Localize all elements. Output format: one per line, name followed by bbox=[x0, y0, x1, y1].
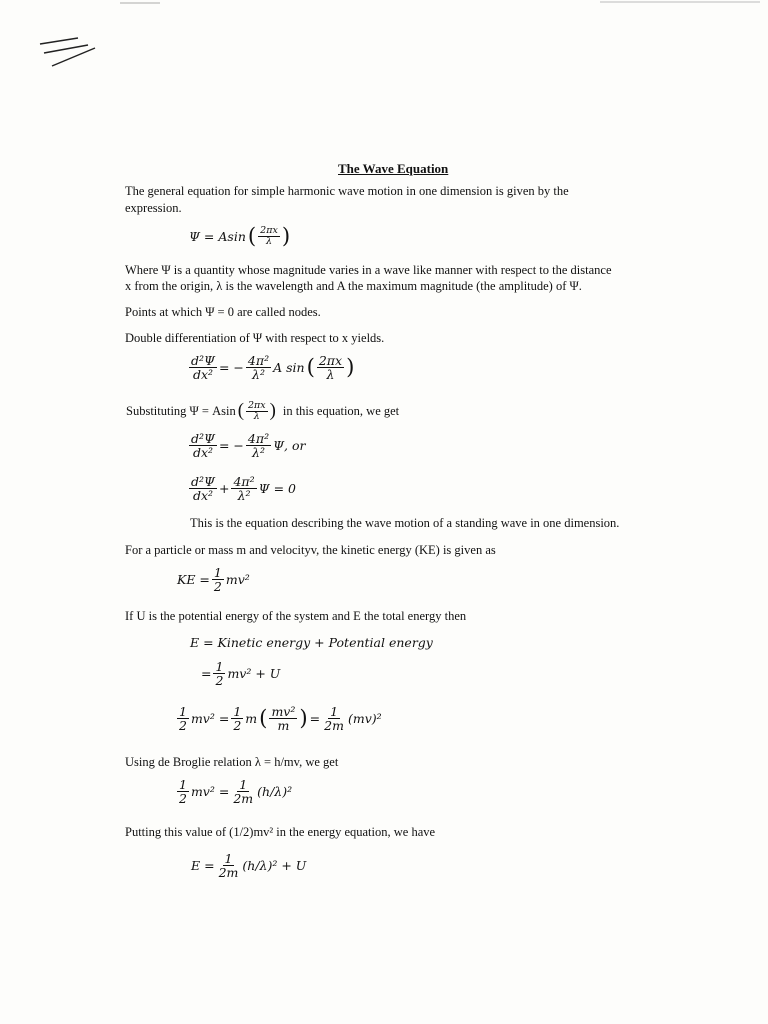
page-title: The Wave Equation bbox=[338, 161, 449, 176]
paragraph-differentiation: Double differentiation of Ψ with respect to x yields. bbox=[125, 331, 385, 345]
equation-kinetic-energy: KE = $\frac{1}{2}$ mv² bbox=[177, 565, 250, 595]
paragraph-kinetic: For a particle or mass m and velocityv, the kinetic energy (KE) is given as bbox=[125, 543, 496, 557]
equation-wave: Ψ = Asin ( $\frac{2\pi x}{\lambda}$ ) bbox=[189, 224, 291, 250]
equation-total-energy: E = Kinetic energy + Potential energy bbox=[190, 635, 433, 650]
paragraph-intro: The general equation for simple harmonic wave motion in one dimension is given by the bbox=[125, 184, 569, 198]
equation-de-broglie: $\frac{1}{2}$ mv² = $\frac{1}{2m}$ (h/λ)² bbox=[179, 777, 293, 807]
paragraph-potential: If U is the potential energy of the system and E the total energy then bbox=[125, 609, 467, 623]
paragraph-nodes: Points at which Ψ = 0 are called nodes. bbox=[125, 305, 321, 319]
paragraph-intro-cont: expression. bbox=[125, 201, 182, 215]
paragraph-where: Where Ψ is a quantity whose magnitude varies in a wave like manner with respect to the distance bbox=[125, 263, 612, 277]
paragraph-standing-wave: This is the equation describing the wave motion of a standing wave in one dimension. bbox=[190, 516, 620, 530]
paragraph-where-cont: x from the origin, λ is the wavelength and A the maximum magnitude (the amplitude) of Ψ. bbox=[125, 279, 582, 293]
paragraph-de-broglie: Using de Broglie relation λ = h/mv, we get bbox=[125, 755, 339, 769]
equation-substituted: $\frac{\text{d²Ψ}}{\text{dx²}}$ = − $\frac{\text{4π²}}{\text{λ²}}$ Ψ, or bbox=[191, 431, 306, 461]
equation-final-energy: E = $\frac{1}{2m}$ (h/λ)² + U bbox=[191, 851, 307, 881]
equation-kinetic-momentum: $\frac{1}{2}$ mv² = $\frac{1}{2}$ m ( $\frac{\text{mv²}}{m}$ ) = $\frac{1}{2m}$ (mv)² bbox=[179, 704, 382, 734]
equation-second-derivative: $\frac{\text{d²Ψ}}{\text{dx²}}$ = − $\frac{\text{4π²}}{\text{λ²}}$ A sin ( $\frac{2\pi x}{\lambda}$ ) bbox=[191, 353, 355, 383]
equation-total-energy-expanded: = $\frac{1}{2}$ mv² + U bbox=[201, 659, 281, 689]
equation-standing-wave: $\frac{\text{d²Ψ}}{\text{dx²}}$ + $\frac{\text{4π²}}{\text{λ²}}$ Ψ = 0 bbox=[191, 474, 296, 504]
paragraph-substituting: Substituting Ψ = Asin ( $\frac{2\pi x}{\lambda}$ ) in this equation, we get bbox=[126, 400, 400, 422]
paragraph-putting: Putting this value of (1/2)mv² in the energy equation, we have bbox=[125, 825, 436, 839]
